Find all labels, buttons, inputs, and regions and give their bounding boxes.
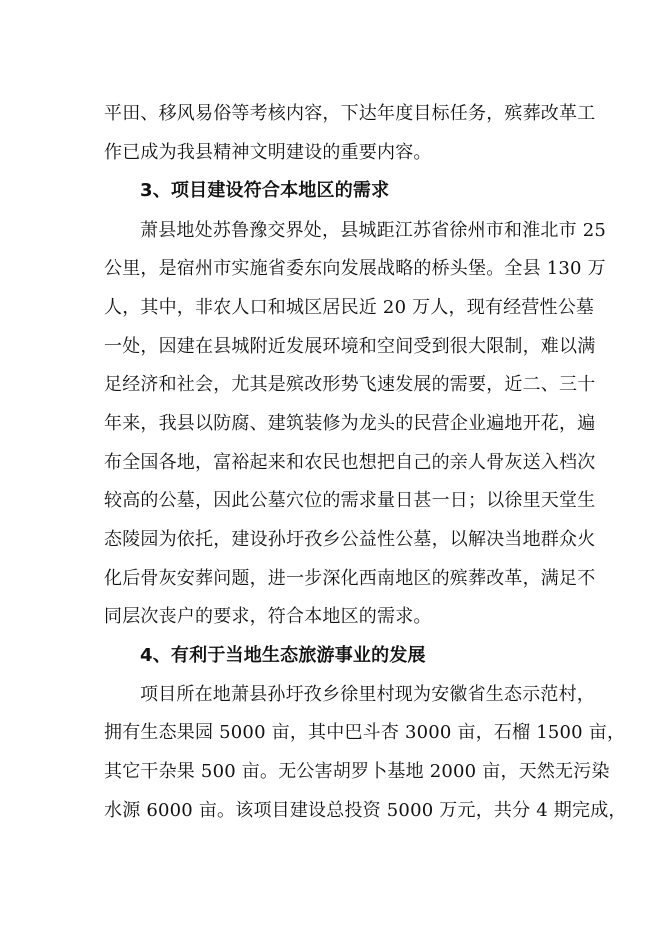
paragraph-line: 一处，因建在县城附近发展环境和空间受到很大限制，难以满 [104,336,596,357]
paragraph-line: 公里，是宿州市实施省委东向发展战略的桥头堡。全县 130 万 [104,258,606,279]
paragraph-line: 足经济和社会，尤其是殡改形势飞速发展的需要，近二、三十 [104,374,596,395]
section-heading-4: 4、有利于当地生态旅游事业的发展 [140,645,426,666]
paragraph-line: 同层次丧户的要求，符合本地区的需求。 [104,606,432,627]
paragraph-line: 布全国各地，富裕起来和农民也想把自己的亲人骨灰送入档次 [104,452,596,473]
paragraph-line: 较高的公墓，因此公墓穴位的需求量日甚一日；以徐里天堂生 [104,490,596,511]
paragraph-line: 项目所在地萧县孙圩孜乡徐里村现为安徽省生态示范村， [140,684,595,705]
paragraph-line: 态陵园为依托，建设孙圩孜乡公益性公墓，以解决当地群众火 [104,529,596,550]
paragraph-line: 人，其中，非农人口和城区居民近 20 万人，现有经营性公墓 [104,297,595,318]
paragraph-line: 年来，我县以防腐、建筑装修为龙头的民营企业遍地开花，遍 [104,413,596,434]
paragraph-line: 化后骨灰安葬问题，进一步深化西南地区的殡葬改革，满足不 [104,568,596,589]
paragraph-line: 萧县地处苏鲁豫交界处，县城距江苏省徐州市和淮北市 25 [140,220,607,241]
paragraph-line: 水源 6000 亩。该项目建设总投资 5000 万元，共分 4 期完成， [104,800,627,821]
paragraph-line: 作已成为我县精神文明建设的重要内容。 [104,142,432,163]
section-heading-3: 3、项目建设符合本地区的需求 [140,180,390,201]
paragraph-line: 平田、移风易俗等考核内容，下达年度目标任务，殡葬改革工 [104,103,596,124]
paragraph-line: 拥有生态果园 5000 亩，其中巴斗杏 3000 亩，石榴 1500 亩， [104,722,626,743]
paragraph-line: 其它干杂果 500 亩。无公害胡罗卜基地 2000 亩，天然无污染 [104,761,610,782]
